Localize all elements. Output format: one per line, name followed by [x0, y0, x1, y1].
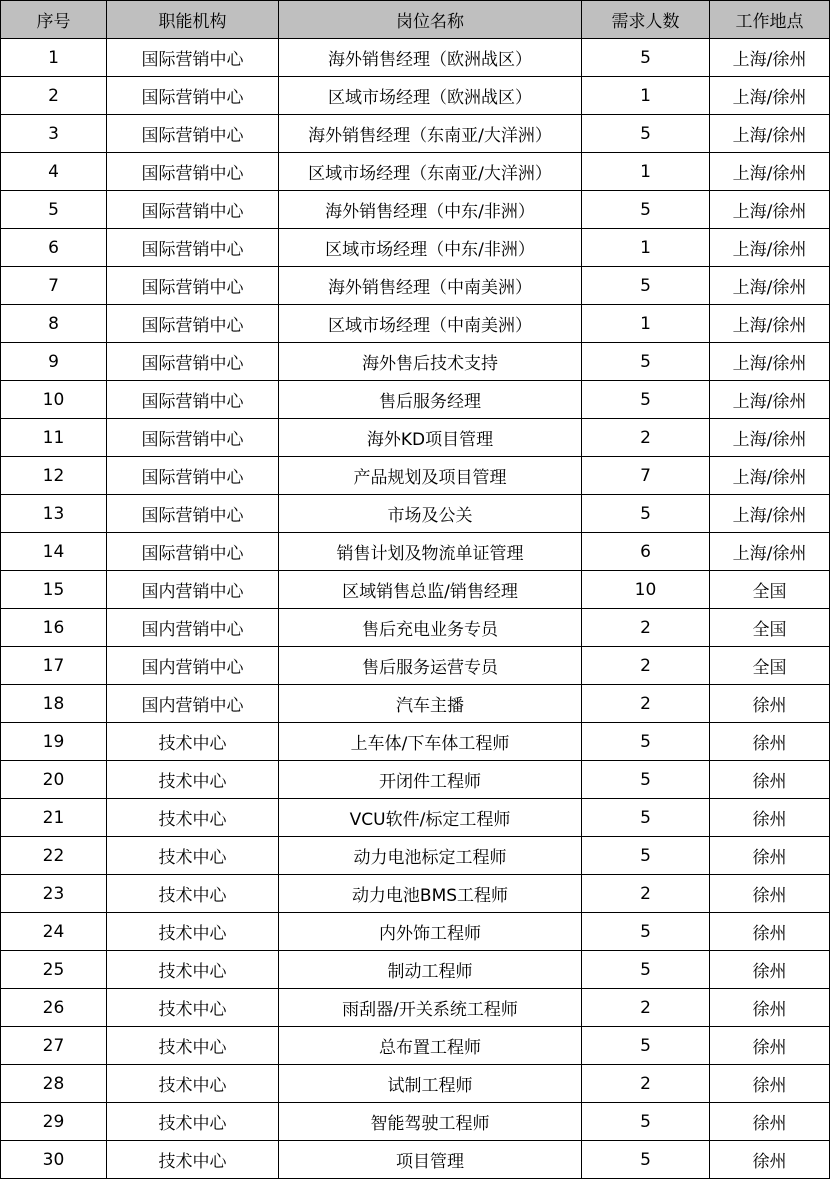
- cell-department: 国内营销中心: [107, 647, 279, 685]
- cell-index: 29: [1, 1103, 107, 1141]
- cell-department: 国际营销中心: [107, 115, 279, 153]
- cell-index: 12: [1, 457, 107, 495]
- cell-location: 徐州: [710, 1065, 830, 1103]
- cell-index: 15: [1, 571, 107, 609]
- cell-department: 国际营销中心: [107, 419, 279, 457]
- cell-index: 1: [1, 39, 107, 77]
- cell-location: 上海/徐州: [710, 495, 830, 533]
- table-row: [1, 1027, 830, 1065]
- cell-position: 产品规划及项目管理: [279, 457, 582, 495]
- cell-index: 23: [1, 875, 107, 913]
- cell-location: 上海/徐州: [710, 457, 830, 495]
- cell-location: 上海/徐州: [710, 77, 830, 115]
- cell-headcount: 1: [582, 229, 710, 267]
- cell-department: 技术中心: [107, 837, 279, 875]
- table-row: [1, 875, 830, 913]
- cell-position: 动力电池BMS工程师: [279, 875, 582, 913]
- table-row: [1, 571, 830, 609]
- table-row: [1, 951, 830, 989]
- header-position: 岗位名称: [279, 1, 582, 39]
- cell-position: 内外饰工程师: [279, 913, 582, 951]
- table-row: [1, 381, 830, 419]
- cell-location: 徐州: [710, 1027, 830, 1065]
- cell-index: 20: [1, 761, 107, 799]
- cell-position: 售后服务经理: [279, 381, 582, 419]
- cell-department: 技术中心: [107, 951, 279, 989]
- cell-position: 海外销售经理（中东/非洲）: [279, 191, 582, 229]
- cell-location: 上海/徐州: [710, 381, 830, 419]
- cell-position: 制动工程师: [279, 951, 582, 989]
- cell-position: 售后充电业务专员: [279, 609, 582, 647]
- cell-index: 5: [1, 191, 107, 229]
- cell-position: 总布置工程师: [279, 1027, 582, 1065]
- cell-department: 技术中心: [107, 1103, 279, 1141]
- cell-department: 国际营销中心: [107, 153, 279, 191]
- table-row: [1, 457, 830, 495]
- cell-headcount: 2: [582, 685, 710, 723]
- cell-headcount: 2: [582, 609, 710, 647]
- cell-department: 技术中心: [107, 1141, 279, 1179]
- cell-index: 2: [1, 77, 107, 115]
- cell-department: 国际营销中心: [107, 343, 279, 381]
- cell-location: 徐州: [710, 1103, 830, 1141]
- cell-headcount: 5: [582, 723, 710, 761]
- table-row: [1, 1065, 830, 1103]
- cell-department: 国际营销中心: [107, 495, 279, 533]
- cell-position: 区域市场经理（中东/非洲）: [279, 229, 582, 267]
- cell-headcount: 5: [582, 343, 710, 381]
- cell-position: 开闭件工程师: [279, 761, 582, 799]
- cell-department: 技术中心: [107, 989, 279, 1027]
- header-department: 职能机构: [107, 1, 279, 39]
- cell-headcount: 2: [582, 875, 710, 913]
- cell-headcount: 5: [582, 381, 710, 419]
- table-row: [1, 39, 830, 77]
- cell-headcount: 5: [582, 799, 710, 837]
- cell-location: 徐州: [710, 1141, 830, 1179]
- cell-headcount: 5: [582, 761, 710, 799]
- cell-index: 14: [1, 533, 107, 571]
- cell-index: 7: [1, 267, 107, 305]
- cell-location: 上海/徐州: [710, 153, 830, 191]
- cell-index: 11: [1, 419, 107, 457]
- header-location: 工作地点: [710, 1, 830, 39]
- cell-position: 海外销售经理（欧洲战区）: [279, 39, 582, 77]
- table-row: [1, 305, 830, 343]
- cell-department: 技术中心: [107, 761, 279, 799]
- cell-position: 海外销售经理（中南美洲）: [279, 267, 582, 305]
- cell-department: 技术中心: [107, 875, 279, 913]
- cell-position: 动力电池标定工程师: [279, 837, 582, 875]
- cell-position: 区域市场经理（中南美洲）: [279, 305, 582, 343]
- cell-department: 技术中心: [107, 723, 279, 761]
- cell-index: 26: [1, 989, 107, 1027]
- table-row: [1, 723, 830, 761]
- table-row: [1, 153, 830, 191]
- cell-position: 市场及公关: [279, 495, 582, 533]
- cell-department: 国际营销中心: [107, 39, 279, 77]
- table-row: [1, 799, 830, 837]
- cell-headcount: 7: [582, 457, 710, 495]
- table-row: [1, 115, 830, 153]
- table-row: [1, 77, 830, 115]
- cell-position: 项目管理: [279, 1141, 582, 1179]
- cell-headcount: 5: [582, 191, 710, 229]
- cell-location: 徐州: [710, 951, 830, 989]
- cell-headcount: 10: [582, 571, 710, 609]
- cell-headcount: 5: [582, 39, 710, 77]
- cell-headcount: 2: [582, 647, 710, 685]
- cell-headcount: 5: [582, 267, 710, 305]
- cell-location: 上海/徐州: [710, 343, 830, 381]
- cell-index: 4: [1, 153, 107, 191]
- cell-index: 16: [1, 609, 107, 647]
- cell-position: VCU软件/标定工程师: [279, 799, 582, 837]
- cell-headcount: 5: [582, 951, 710, 989]
- cell-index: 9: [1, 343, 107, 381]
- cell-index: 18: [1, 685, 107, 723]
- cell-position: 销售计划及物流单证管理: [279, 533, 582, 571]
- cell-department: 国际营销中心: [107, 457, 279, 495]
- cell-position: 区域市场经理（欧洲战区）: [279, 77, 582, 115]
- cell-position: 海外销售经理（东南亚/大洋洲）: [279, 115, 582, 153]
- table-row: [1, 495, 830, 533]
- table-row: [1, 267, 830, 305]
- cell-headcount: 1: [582, 153, 710, 191]
- cell-headcount: 5: [582, 837, 710, 875]
- header-headcount: 需求人数: [582, 1, 710, 39]
- cell-location: 徐州: [710, 685, 830, 723]
- cell-position: 售后服务运营专员: [279, 647, 582, 685]
- table-header-row: [1, 1, 830, 39]
- table-row: [1, 1103, 830, 1141]
- cell-location: 全国: [710, 571, 830, 609]
- cell-headcount: 2: [582, 989, 710, 1027]
- cell-headcount: 2: [582, 419, 710, 457]
- cell-headcount: 2: [582, 1065, 710, 1103]
- cell-position: 汽车主播: [279, 685, 582, 723]
- cell-index: 25: [1, 951, 107, 989]
- cell-department: 国际营销中心: [107, 533, 279, 571]
- cell-position: 海外KD项目管理: [279, 419, 582, 457]
- cell-location: 上海/徐州: [710, 39, 830, 77]
- cell-headcount: 6: [582, 533, 710, 571]
- cell-headcount: 5: [582, 1141, 710, 1179]
- cell-position: 智能驾驶工程师: [279, 1103, 582, 1141]
- table-row: [1, 533, 830, 571]
- cell-position: 上车体/下车体工程师: [279, 723, 582, 761]
- cell-department: 国内营销中心: [107, 571, 279, 609]
- table-row: [1, 989, 830, 1027]
- cell-index: 10: [1, 381, 107, 419]
- table-row: [1, 647, 830, 685]
- table-row: [1, 419, 830, 457]
- cell-location: 全国: [710, 609, 830, 647]
- table-row: [1, 837, 830, 875]
- cell-index: 30: [1, 1141, 107, 1179]
- cell-location: 徐州: [710, 723, 830, 761]
- cell-location: 徐州: [710, 913, 830, 951]
- cell-department: 国际营销中心: [107, 381, 279, 419]
- cell-index: 28: [1, 1065, 107, 1103]
- table-row: [1, 229, 830, 267]
- cell-department: 国际营销中心: [107, 267, 279, 305]
- cell-location: 徐州: [710, 875, 830, 913]
- cell-index: 27: [1, 1027, 107, 1065]
- cell-department: 国际营销中心: [107, 191, 279, 229]
- cell-location: 徐州: [710, 989, 830, 1027]
- table-row: [1, 191, 830, 229]
- cell-index: 22: [1, 837, 107, 875]
- cell-position: 海外售后技术支持: [279, 343, 582, 381]
- cell-index: 13: [1, 495, 107, 533]
- cell-headcount: 5: [582, 495, 710, 533]
- cell-department: 技术中心: [107, 799, 279, 837]
- cell-index: 8: [1, 305, 107, 343]
- cell-position: 试制工程师: [279, 1065, 582, 1103]
- cell-location: 上海/徐州: [710, 115, 830, 153]
- cell-department: 技术中心: [107, 1027, 279, 1065]
- cell-location: 全国: [710, 647, 830, 685]
- cell-headcount: 5: [582, 913, 710, 951]
- table-row: [1, 343, 830, 381]
- cell-location: 上海/徐州: [710, 419, 830, 457]
- cell-department: 国内营销中心: [107, 685, 279, 723]
- cell-position: 区域销售总监/销售经理: [279, 571, 582, 609]
- cell-location: 徐州: [710, 837, 830, 875]
- table-row: [1, 1141, 830, 1179]
- cell-headcount: 5: [582, 1027, 710, 1065]
- cell-headcount: 1: [582, 305, 710, 343]
- cell-position: 区域市场经理（东南亚/大洋洲）: [279, 153, 582, 191]
- table-row: [1, 609, 830, 647]
- cell-location: 上海/徐州: [710, 191, 830, 229]
- table-row: [1, 685, 830, 723]
- cell-location: 上海/徐州: [710, 267, 830, 305]
- cell-location: 上海/徐州: [710, 533, 830, 571]
- cell-index: 21: [1, 799, 107, 837]
- cell-index: 19: [1, 723, 107, 761]
- cell-index: 24: [1, 913, 107, 951]
- cell-index: 6: [1, 229, 107, 267]
- cell-department: 技术中心: [107, 913, 279, 951]
- cell-index: 3: [1, 115, 107, 153]
- cell-department: 国际营销中心: [107, 77, 279, 115]
- cell-department: 国际营销中心: [107, 305, 279, 343]
- cell-location: 上海/徐州: [710, 305, 830, 343]
- cell-index: 17: [1, 647, 107, 685]
- cell-position: 雨刮器/开关系统工程师: [279, 989, 582, 1027]
- cell-location: 上海/徐州: [710, 229, 830, 267]
- cell-headcount: 5: [582, 1103, 710, 1141]
- cell-location: 徐州: [710, 799, 830, 837]
- table-row: [1, 913, 830, 951]
- cell-department: 国内营销中心: [107, 609, 279, 647]
- cell-headcount: 5: [582, 115, 710, 153]
- cell-headcount: 1: [582, 77, 710, 115]
- cell-department: 国际营销中心: [107, 229, 279, 267]
- header-index: 序号: [1, 1, 107, 39]
- cell-department: 技术中心: [107, 1065, 279, 1103]
- table-row: [1, 761, 830, 799]
- cell-location: 徐州: [710, 761, 830, 799]
